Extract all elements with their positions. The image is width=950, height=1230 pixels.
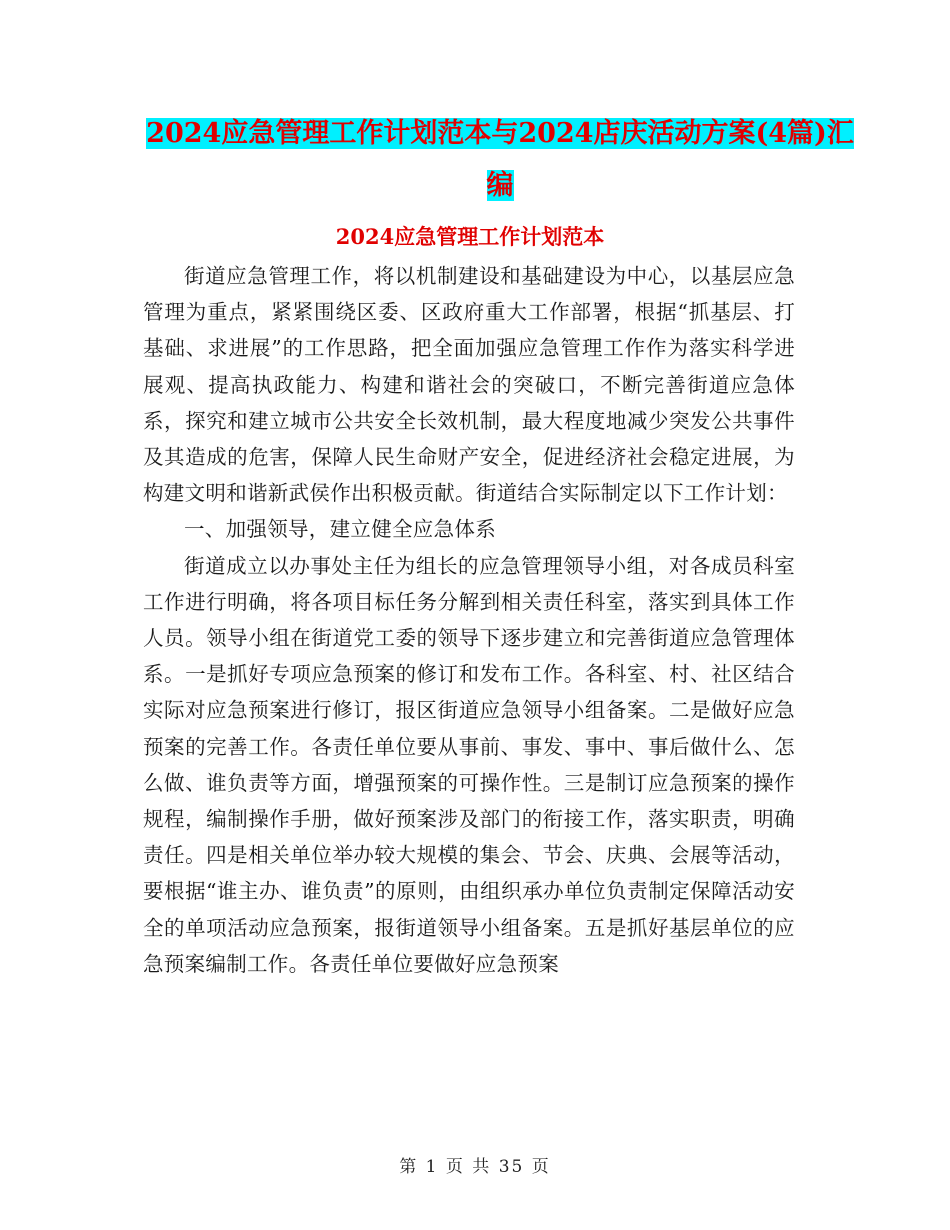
section-title: 2024应急管理工作计划范本 xyxy=(335,224,605,249)
document-body xyxy=(143,258,795,982)
paragraph-intro: 街道应急管理工作，将以机制建设和基础建设为中心，以基层应急管理为重点，紧紧围绕区委、区政府重大工作部署，根据“抓基层、打基础、求进展”的工作思路，把全面加强应急管理工作作为落实科学进展观、提高执政能力、构建和谐社会的突破口，不断完善街道应急体系，探究和建立城市公共安全长效机制，最大程度地减少突发公共事件及其造成的危害，保障人民生命财产安全，促进经济社会稳定进展，为构建文明和谐新武侯作出积极贡献。街道结合实际制定以下工作计划： xyxy=(143,264,795,506)
paragraph-leadership: 街道成立以办事处主任为组长的应急管理领导小组，对各成员科室工作进行明确，将各项目标任务分解到相关责任科室，落实到具体工作人员。领导小组在街道党工委的领导下逐步建立和完善街道应急管理体系。一是抓好专项应急预案的修订和发布工作。各科室、村、社区结合实际对应急预案进行修订，报区街道应急领导小组备案。二是做好应急预案的完善工作。各责任单位要从事前、事发、事中、事后做什么、怎么做、谁负责等方面，增强预案的可操作性。三是制订应急预案的操作规程，编制操作手册，做好预案涉及部门的衔接工作，落实职责，明确责任。四是相关单位举办较大规模的集会、节会、庆典、会展等活动，要根据“谁主办、谁负责”的原则，由组织承办单位负责制定保障活动安全的单项活动应急预案，报街道领导小组备案。五是抓好基层单位的应急预案编制工作。各责任单位要做好应急预案 xyxy=(143,553,795,976)
document-title xyxy=(140,108,860,212)
page-footer: 第 1 页 共 35 页 xyxy=(399,1157,551,1177)
paragraph-heading-1: 一、加强领导，建立健全应急体系 xyxy=(184,517,496,542)
document-title-text: 2024应急管理工作计划范本与2024店庆活动方案(4篇)汇编 xyxy=(146,118,854,201)
